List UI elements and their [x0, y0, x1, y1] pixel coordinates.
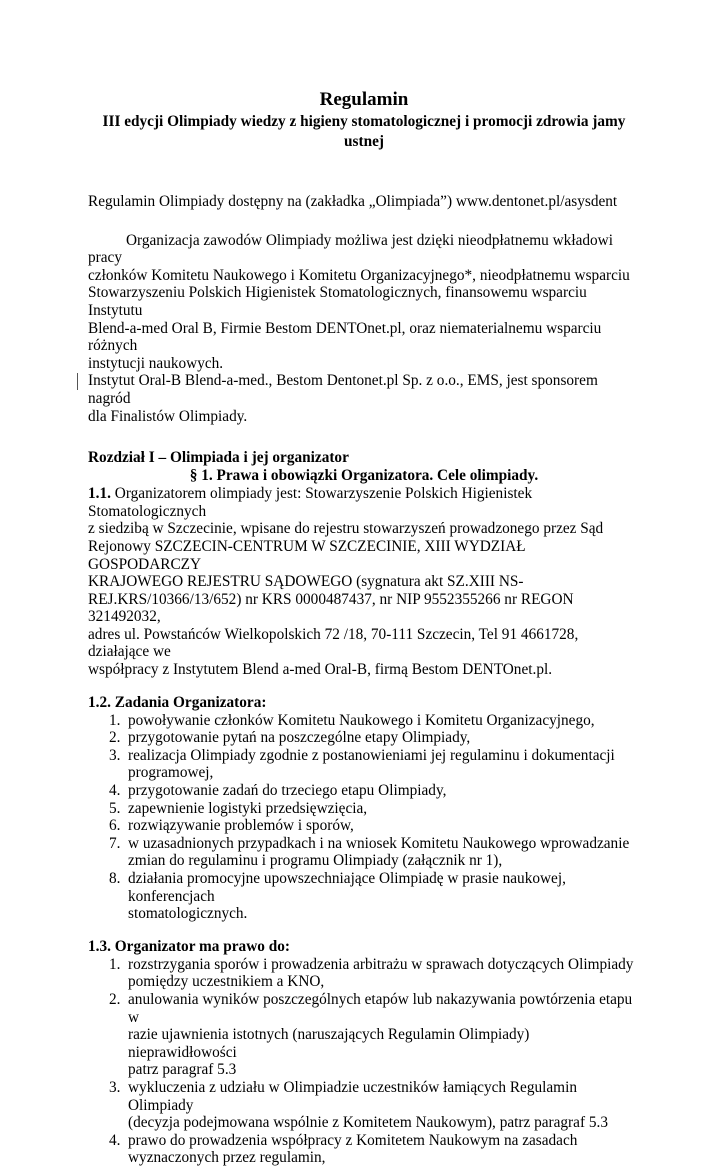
list-item-line: pomiędzy uczestnikiem a KNO,	[128, 973, 325, 991]
list-item-line: przygotowanie zadań do trzeciego etapu Olimpiady,	[128, 782, 447, 800]
sponsor-line: Instytut Oral-B Blend-a-med., Bestom Dentonet.pl Sp. z o.o., EMS, jest sponsorem nagród	[88, 372, 598, 407]
article-number: 1.1.	[88, 485, 111, 503]
list-item-line: realizacja Olimpiady zgodnie z postanowieniami jej regulaminu i dokumentacji	[128, 746, 615, 764]
org-line: Organizacja zawodów Olimpiady możliwa jest dzięki nieodpłatnemu wkładowi pracy	[88, 231, 613, 267]
article-line: adres ul. Powstańców Wielkopolskich 72 /18, 70-111 Szczecin, Tel 91 4661728, działające we	[88, 625, 579, 661]
list-item	[88, 870, 640, 923]
list-item-line: zmian do regulaminu i programu Olimpiady (załącznik nr 1),	[128, 852, 503, 870]
list-item-line: rozwiązywanie problemów i sporów,	[128, 817, 354, 835]
list-item-line: rozstrzygania sporów i prowadzenia arbitrażu w sprawach dotyczących Olimpiady	[128, 955, 634, 973]
org-line: Stowarzyszeniu Polskich Higienistek Stomatologicznych, finansowemu wsparciu Instytutu	[88, 284, 587, 319]
list-item	[88, 800, 640, 818]
org-line: członków Komitetu Naukowego i Komitetu Organizacyjnego*, nieodpłatnemu wsparciu	[88, 266, 630, 284]
list-item-number: 6.	[109, 817, 121, 835]
article-line: REJ.KRS/10366/13/652) nr KRS 0000487437, nr NIP 9552355266 nr REGON 321492032,	[88, 590, 574, 626]
list-item	[88, 747, 640, 782]
intro-paragraph: Regulamin Olimpiady dostępny na (zakładka „Olimpiada”) www.dentonet.pl/asysdent	[88, 193, 618, 210]
list-item-number: 4.	[109, 1131, 121, 1149]
subheading-1-3: 1.3. Organizator ma prawo do:	[88, 937, 290, 955]
list-item-number: 1.	[109, 955, 121, 973]
list-item-line: (decyzja podejmowana wspólnie z Komitetem Naukowym), patrz paragraf 5.3	[128, 1114, 608, 1132]
list-item-line: programowej,	[128, 764, 214, 782]
list-item-line: przygotowanie pytań na poszczególne etapy Olimpiady,	[128, 729, 471, 747]
org-line: Blend-a-med Oral B, Firmie Bestom DENTOnet.pl, oraz niematerialnemu wsparciu różnych	[88, 319, 602, 355]
chapter-heading: Rozdział I – Olimpiada i jej organizator	[88, 449, 349, 467]
organization-paragraph	[88, 232, 640, 373]
list-item	[88, 956, 640, 991]
list-item-line: razie ujawnienia istotnych (naruszających Regulamin Olimpiady) nieprawidłowości	[128, 1026, 530, 1061]
list-item-number: 2.	[109, 729, 121, 747]
list-item	[88, 782, 640, 800]
list-item	[88, 835, 640, 870]
list-item-line: działania promocyjne upowszechniające Olimpiadę w prasie naukowej, konferencjach	[128, 870, 566, 905]
sponsor-paragraph	[88, 372, 640, 425]
section-heading: § 1. Prawa i obowiązki Organizatora. Cele olimpiady.	[189, 467, 539, 485]
list-item-line: wykluczenia z udziału w Olimpiadzie uczestników łamiących Regulamin Olimpiady	[128, 1078, 577, 1114]
list-item	[88, 991, 640, 1079]
list-item-line: zapewnienie logistyki przedsięwzięcia,	[128, 799, 368, 817]
article-line: współpracy z Instytutem Blend a-med Oral-B, firmą Bestom DENTOnet.pl.	[88, 661, 553, 679]
organizer-rights-list	[88, 956, 640, 1167]
list-item-number: 7.	[109, 834, 121, 852]
list-item-number: 8.	[109, 870, 121, 887]
list-item-line: wyznaczonych przez regulamin,	[128, 1149, 326, 1167]
document-page	[88, 88, 640, 1167]
list-item-line: w uzasadnionych przypadkach i na wniosek Komitetu Naukowego wprowadzanie	[128, 834, 630, 852]
article-line	[88, 485, 640, 520]
list-item-number: 1.	[109, 711, 121, 729]
list-item-line: patrz paragraf 5.3	[128, 1061, 237, 1079]
list-item-number: 4.	[109, 782, 121, 800]
text-cursor-marker	[77, 373, 78, 390]
list-item	[88, 729, 640, 747]
list-item-number: 3.	[109, 1078, 121, 1096]
list-item	[88, 1132, 640, 1167]
list-item-number: 3.	[109, 746, 121, 764]
list-item	[88, 817, 640, 835]
list-item-line: prawo do prowadzenia współpracy z Komitetem Naukowym na zasadach	[128, 1131, 578, 1149]
list-item-line: stomatologicznych.	[128, 905, 248, 923]
article-1-1	[88, 485, 640, 679]
list-item-line: anulowania wyników poszczególnych etapów lub nakazywania powtórzenia etapu w	[128, 990, 633, 1026]
document-subtitle: III edycji Olimpiady wiedzy z higieny stomatologicznej i promocji zdrowia jamy ustnej	[102, 113, 626, 150]
org-line: instytucji naukowych.	[88, 354, 224, 372]
document-title: Regulamin	[319, 89, 409, 110]
article-line: z siedzibą w Szczecinie, wpisane do rejestru stowarzyszeń prowadzonego przez Sąd	[88, 520, 604, 538]
organizer-tasks-list	[88, 712, 640, 923]
article-line: KRAJOWEGO REJESTRU SĄDOWEGO (sygnatura akt SZ.XIII NS-	[88, 573, 524, 591]
list-item-line: powoływanie członków Komitetu Naukowego i Komitetu Organizacyjnego,	[128, 711, 595, 729]
subheading-1-2: 1.2. Zadania Organizatora:	[88, 693, 267, 711]
list-item	[88, 1079, 640, 1132]
list-item	[88, 712, 640, 730]
list-item-number: 2.	[109, 990, 121, 1008]
list-item-number: 5.	[109, 799, 121, 817]
article-line: Rejonowy SZCZECIN-CENTRUM W SZCZECINIE, XIII WYDZIAŁ GOSPODARCZY	[88, 537, 526, 573]
sponsor-line: dla Finalistów Olimpiady.	[88, 407, 248, 425]
article-text: Organizatorem olimpiady jest: Stowarzyszenie Polskich Higienistek Stomatologicznych	[88, 485, 533, 520]
